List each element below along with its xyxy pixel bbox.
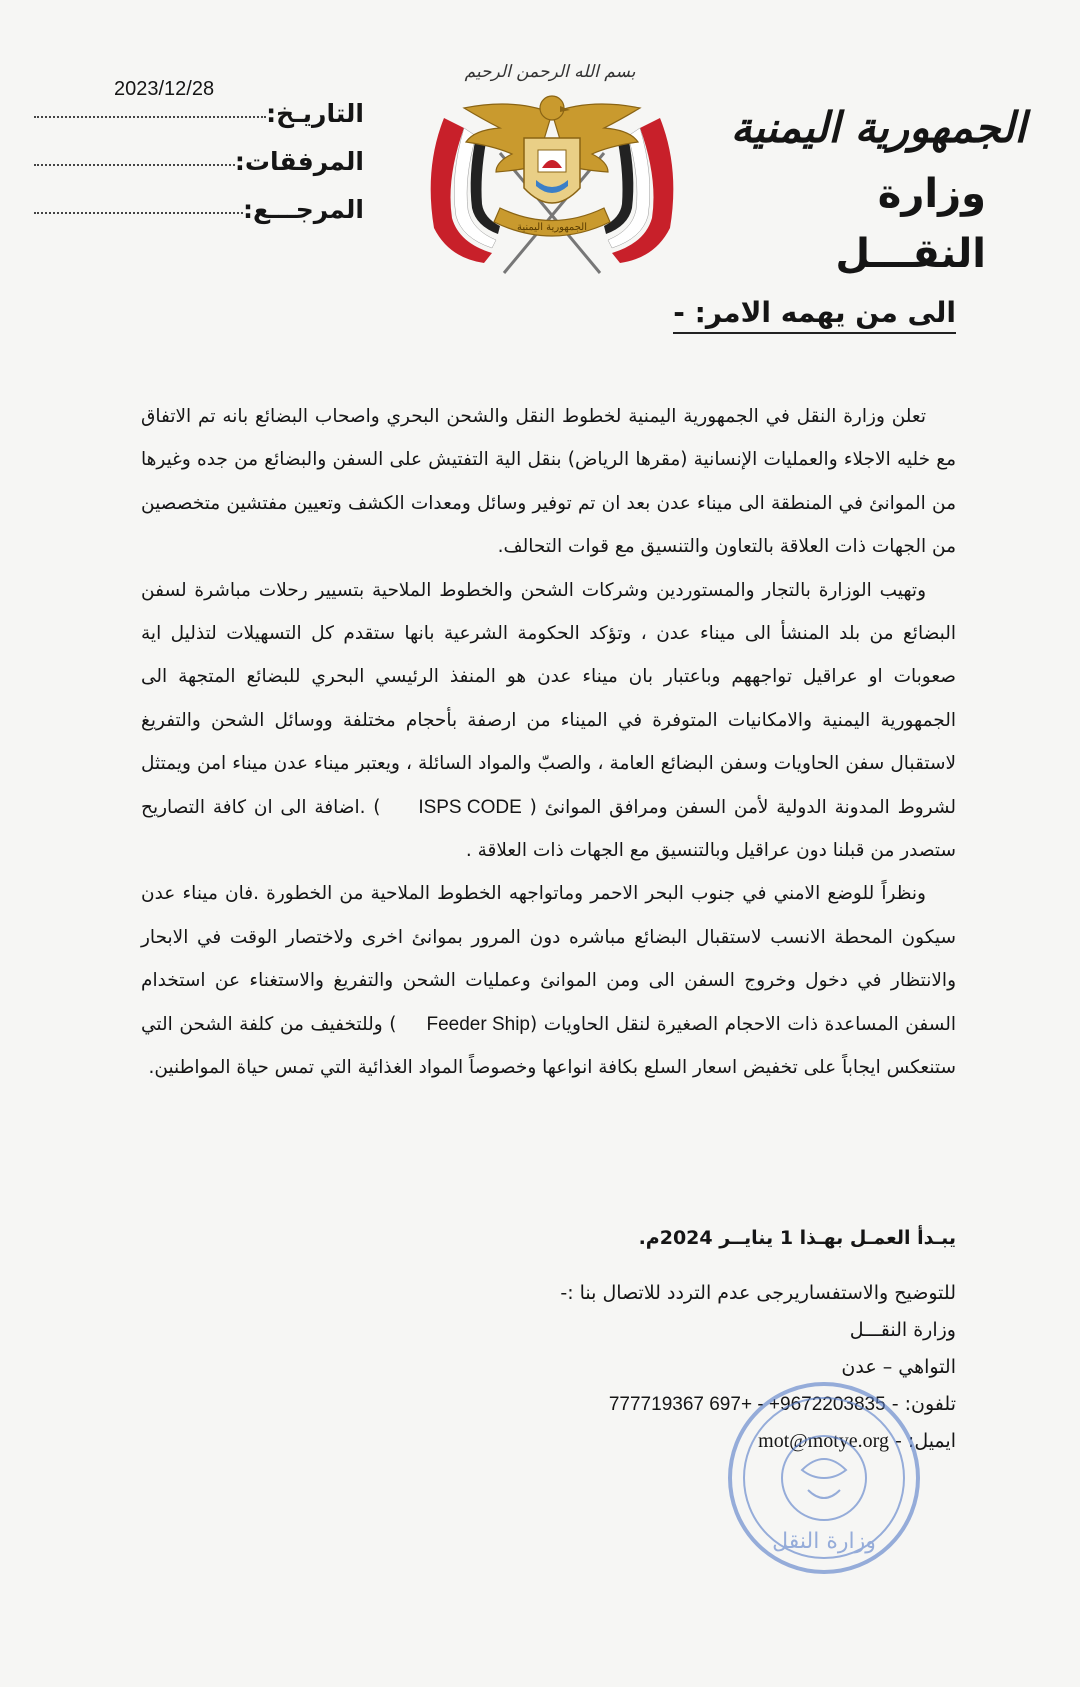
date-field [24, 80, 364, 128]
ministry-name: وزارة النقـــل [835, 171, 986, 277]
basmala: بسم الله الرحمن الرحيم [464, 62, 636, 82]
contact-intro: للتوضيح والاستفساريرجى عدم التردد للاتصال بنا :- [560, 1282, 956, 1304]
paragraph-2 [141, 569, 956, 873]
ministry-stamp-icon [724, 1378, 924, 1578]
attachments-label: المرفقات: [234, 147, 364, 176]
letterhead-right [726, 100, 1026, 284]
attachments-field [24, 128, 364, 176]
reference-field [24, 176, 364, 224]
paragraph-3-part-b: ) وللتخفيف من كلفة الشحن التي ستنعكس ايجاباً على تخفيض اسعار السلع بكافة انواعها وخصوصاً المواد الغذائية التي تمس حياة المواطنين. [141, 1013, 956, 1079]
email-label: ايميل: - [895, 1430, 956, 1452]
stamp-text: وزارة النقل [772, 1529, 876, 1554]
date-value: 2023/12/28 [114, 78, 215, 100]
contact-org: وزارة النقـــل [849, 1319, 956, 1341]
paragraph-1: تعلن وزارة النقل في الجمهورية اليمنية لخطوط النقل والشحن البحري واصحاب البضائع بانه تم الاتفاق مع خليه الاجلاء والعمليات الإنسانية (مقرها الرياض) بنقل الية التفتيش على السفن والبضائع من جده وغيرها من الموانئ في المنطقة الى ميناء عدن بعد ان تم توفير وسائل ومعدات الكشف وتعيين مفتشين متخصصين من الجهات ذات العلاقة بالتعاون والتنسيق مع قوات التحالف. [141, 406, 956, 558]
letterhead-fields [24, 80, 364, 224]
paragraph-2-part-a: وتهيب الوزارة بالتجار والمستوردين وشركات الشحن والخطوط الملاحية بتسيير رحلات مباشرة لسفن البضائع من بلد المنشأ الى ميناء عدن ، وتؤكد الحكومة الشرعية بانها ستقدم كل التسهيلات لتذليل اية صعوبات او عراقيل تواجههم وباعتبار بان ميناء عدن هو المنفذ الرئيسي البحري للبضائع المتجهة الى الجمهورية اليمنية والامكانيات المتوفرة في الميناء من ارصفة بأحجام مختلفة ووسائل الشحن والتفريغ لاستقبال سفن الحاويات وسفن البضائع العامة ، والصبّ والمواد السائلة ، ويعتبر ميناء عدن ميناء امن ويمتثل لشروط المدونة الدولية لأمن السفن ومرافق الموانئ ( [141, 579, 956, 818]
paragraph-3 [141, 872, 956, 1089]
paragraph-3-part-a: ونظراً للوضع الامني في جنوب البحر الاحمر وماتواجهه الخطوط الملاحية من الخطورة .فان ميناء عدن سيكون المحطة الانسب لاستقبال البضائع مباشره دون المرور بموانئ اخرى ولاختصار الوقت في الابحار والانتظار في دخول وخروج السفن الى ومن الموانئ وعمليات الشحن والتفريغ والاستغناء عن استخدام السفن المساعدة ذات الاحجام الصغيرة لنقل الحاويات ( [141, 883, 956, 1035]
phone-value: 777719367 697+ - +9672203835 [608, 1394, 886, 1415]
reference-label: المرجـــع: [243, 195, 364, 224]
addressee: الى من يهمه الامر: - [673, 296, 956, 334]
yemen-emblem-icon [404, 58, 700, 278]
start-date-line: يبـدأ العمـل بهـذا 1 ينايــر 2024م. [638, 1227, 956, 1249]
isps-code: ISPS CODE [418, 796, 522, 818]
contact-location: التواهي – عدن [841, 1356, 956, 1378]
email-value: mot@motye.org [758, 1430, 889, 1452]
svg-text:الجمهورية اليمنية: الجمهورية اليمنية [516, 222, 588, 233]
letter-body [141, 395, 956, 1090]
reference-line [34, 211, 243, 214]
date-line [34, 115, 266, 118]
date-label: التاريـخ: [266, 99, 364, 128]
feeder-ship: Feeder Ship [426, 1013, 530, 1035]
attachments-line [34, 163, 235, 166]
republic-name: الجمهورية اليمنية [730, 103, 1026, 152]
paragraph-2-part-b: ) .اضافة الى ان كافة التصاريح ستصدر من قبلنا دون عراقيل وبالتنسيق مع الجهات ذات العلاقة . [141, 796, 956, 862]
phone-label: تلفون: - [891, 1393, 956, 1415]
